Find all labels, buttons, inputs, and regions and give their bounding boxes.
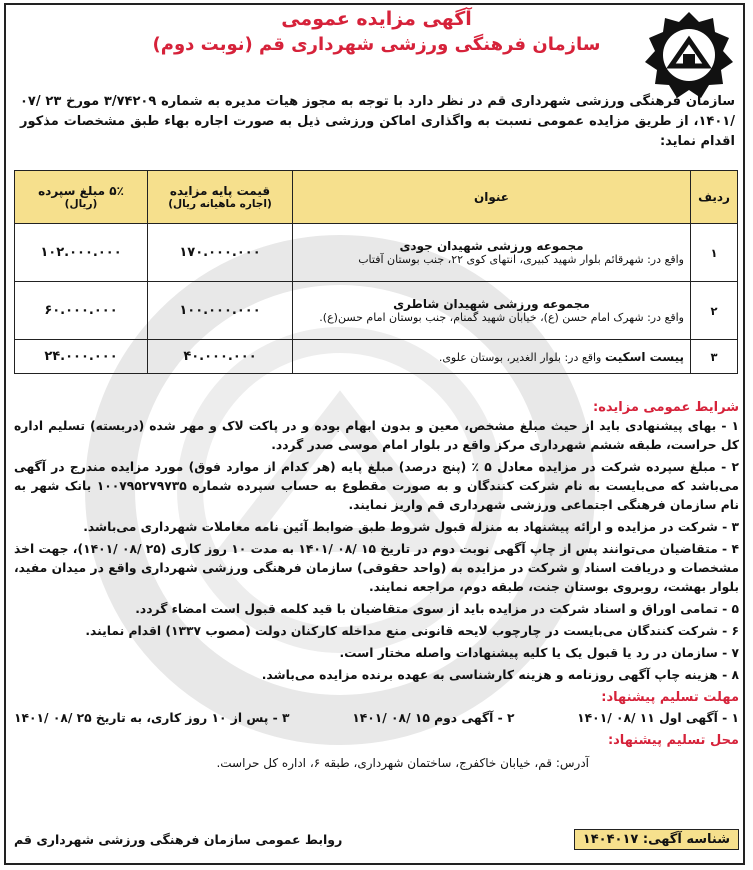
item-name: مجموعه ورزشی شهیدان شاطری [393,297,590,311]
submission-title: محل تسلیم پیشنهاد: [607,733,739,748]
table-header-row [15,171,738,224]
item-location: واقع در: شهرقائم بلوار شهید کبیری، انتهای کوی ۲۲، جنب بوستان آفتاب [358,253,684,266]
table-row [15,340,738,374]
item-location: واقع در: بلوار الغدیر، بوستان علوی. [438,350,602,364]
header-deposit-label: ۵٪ مبلغ سپرده [38,184,124,198]
conditions-section [14,398,739,773]
base-price: ۴۰.۰۰۰.۰۰۰ [148,340,293,374]
base-price: ۱۷۰.۰۰۰.۰۰۰ [148,224,293,282]
condition-item: ۴ - متقاضیان می‌توانند پس از چاپ آگهی نوبت دوم در تاریخ ۱۵ /۰۸ /۱۴۰۱ به مدت ۱۰ روز کاری (۲۵ /۰۸ /۱۴۰۱)، جهت اخذ مشخصات و دریافت اسناد و شرکت در مزایده به (واحد حقوقی) سازمان فرهنگی ورزشی شهرداری واقع در میدان مفید، بلوار بهشت، روبروی بوستان جنت، طبقه دوم، مراجعه نمایند. [14,542,739,594]
header-base-price [148,171,293,224]
deadline-list [14,709,739,728]
publisher-name: روابط عمومی سازمان فرهنگی ورزشی شهرداری قم [14,831,343,847]
deadline-item: ۱ - آگهی اول ۱۱ /۰۸ /۱۴۰۱ [577,711,739,725]
item-location: واقع در: شهرک امام حسن (ع)، خیابان شهید گمنام، جنب بوستان امام حسن(ع). [319,311,684,324]
deposit-amount: ۱۰۲.۰۰۰.۰۰۰ [15,224,148,282]
deadline-item: ۲ - آگهی دوم ۱۵ /۰۸ /۱۴۰۱ [352,711,515,725]
table-row [15,282,738,340]
row-number: ۲ [691,282,738,340]
header-deposit-sub: (ریال) [64,198,98,210]
base-price: ۱۰۰.۰۰۰.۰۰۰ [148,282,293,340]
row-title-cell [293,282,691,340]
condition-item: ۸ - هزینه چاپ آگهی روزنامه و هزینه کارشناسی به عهده برنده مزایده می‌باشد. [261,668,739,682]
header-row-no: ردیف [691,171,738,224]
condition-item: ۲ - مبلغ سپرده شرکت در مزایده معادل ۵ ٪ (پنج درصد) مبلغ پایه (هر کدام از موارد فوق) مورد مزایده مندرج در آگهی می‌باشد که می‌بایست به نام شرکت کنندگان و به صورت مقطوع به حساب سپرده شماره ۱۰۰۷۹۵۲۷۹۷۳۵ بانک شهر به نام سازمان فرهنگی اجتماعی ورزشی شهرداری قم واریز نمایند. [14,460,739,512]
header-base-price-label: قیمت پایه مزایده [169,184,271,198]
item-name: پیست اسکیت [605,349,684,364]
conditions-title: شرایط عمومی مزایده: [593,400,739,415]
submission-address: آدرس: قم، خیابان خاکفرج، ساختمان شهرداری، طبقه ۶، اداره کل حراست. [216,756,589,770]
condition-item: ۱ - بهای پیشنهادی باید از حیث مبلغ مشخص، معین و بدون ابهام بوده و در پاکت لاک و مهر شده (دربسته) تسلیم اداره کل حراست، طبقه ششم شهرداری مرکز واقع در بلوار امام موسی صدر گردد. [14,419,739,452]
deadline-item: ۳ - پس از ۱۰ روز کاری، به تاریخ ۲۵ /۰۸ /۱۴۰۱ [14,711,290,725]
ad-id-label: شناسه آگهی: [642,831,730,847]
item-name: مجموعه ورزشی شهیدان جودی [399,239,584,253]
ad-id-box [574,829,739,850]
row-title-cell [293,224,691,282]
ad-subtitle: سازمان فرهنگی ورزشی شهرداری قم (نوبت دوم) [152,34,601,55]
row-number: ۳ [691,340,738,374]
ad-titles [120,6,633,58]
row-title-cell [293,340,691,374]
header-base-price-sub: (اجاره ماهیانه ریال) [168,198,272,210]
deposit-amount: ۲۴.۰۰۰.۰۰۰ [15,340,148,374]
condition-item: ۳ - شرکت در مزایده و ارائه پیشنهاد به منزله قبول شروط طبق ضوابط آئین نامه معاملات شهرداری می‌باشد. [83,520,739,534]
condition-item: ۶ - شرکت کنندگان می‌بایست در چارچوب لایحه قانونی منع مداخله کارکنان دولت (مصوب ۱۳۳۷) اقدام نمایند. [85,624,739,638]
deposit-amount: ۶۰.۰۰۰.۰۰۰ [15,282,148,340]
deadline-title: مهلت تسلیم پیشنهاد: [601,690,739,705]
auction-items-table [14,170,738,374]
header-title: عنوان [293,171,691,224]
condition-item: ۵ - تمامی اوراق و اسناد شرکت در مزایده باید از سوی متقاضیان با قید کلمه قبول است امضاء گردد. [135,602,739,616]
ad-id-value: ۱۴۰۴۰۱۷ [582,831,639,847]
ad-title: آگهی مزایده عمومی [281,8,472,30]
header-deposit [15,171,148,224]
row-number: ۱ [691,224,738,282]
table-row [15,224,738,282]
ad-footer [14,826,739,852]
intro-paragraph: سازمان فرهنگی ورزشی شهرداری قم در نظر دارد با توجه به مجوز هیات مدیره به شماره ۳/۷۴۲۰۹ مورخ ۲۳ /۰۷ /۱۴۰۱، از طریق مزایده عمومی نسبت به واگذاری اماکن ورزشی ذیل به صورت اجاره بهاء طبق مشخصات مذکور اقدام نماید: [20,94,735,149]
condition-item: ۷ - سازمان در رد یا قبول یک یا کلیه پیشنهادات واصله مختار است. [339,646,739,660]
